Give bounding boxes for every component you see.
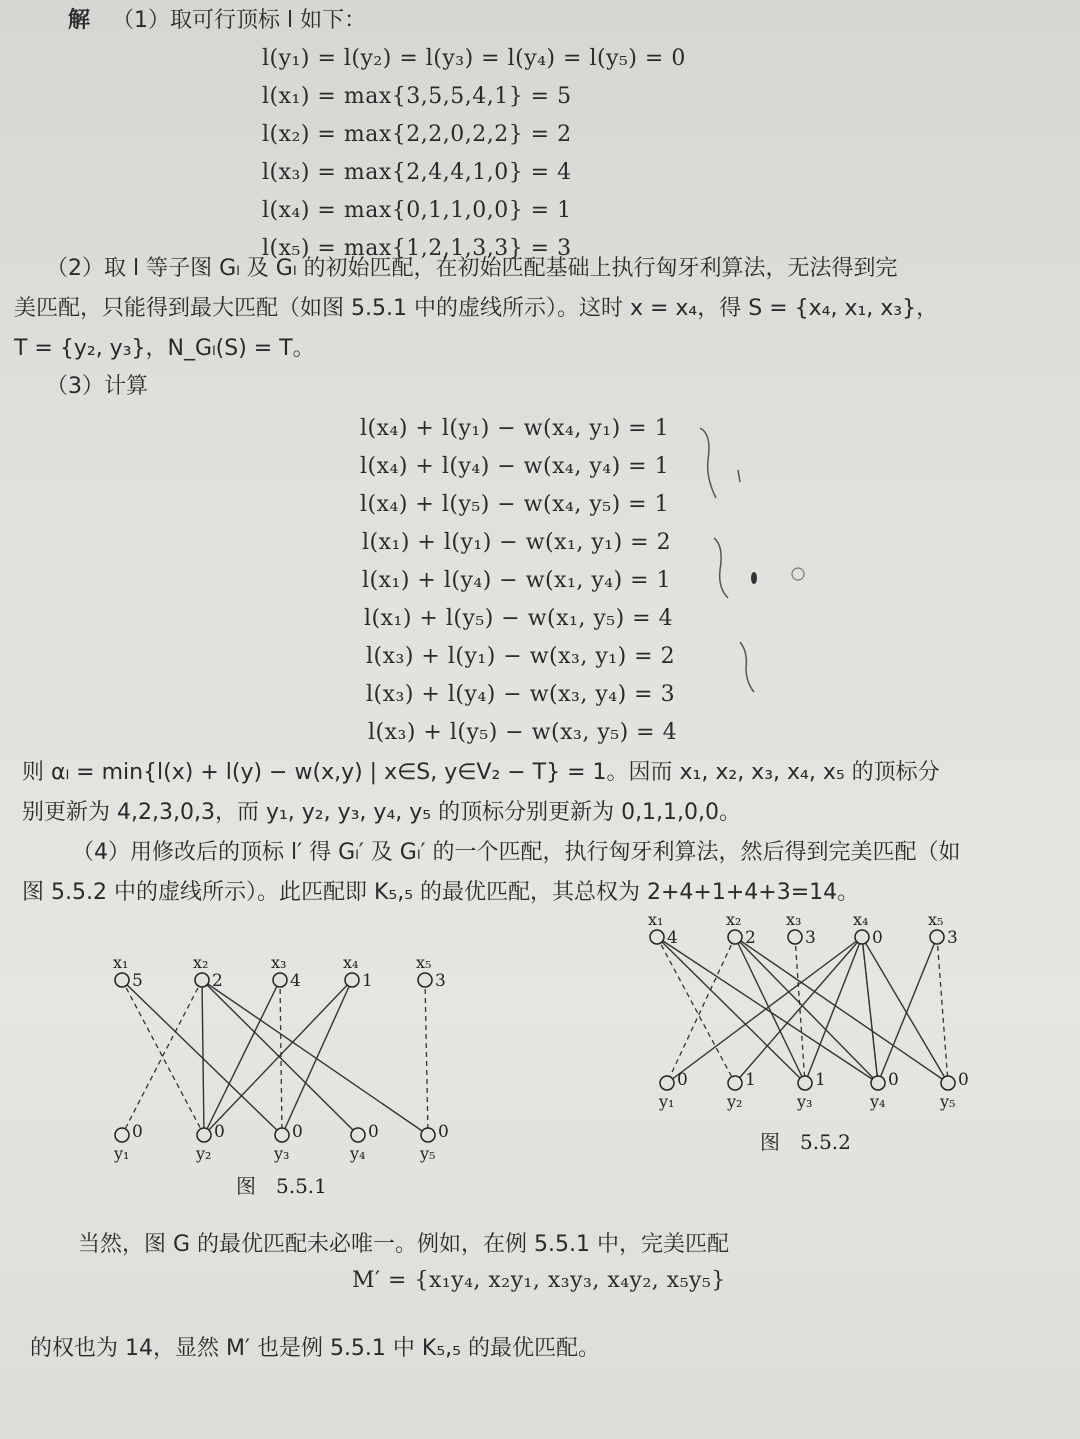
top-vertex	[195, 973, 209, 987]
top-vertex	[855, 930, 869, 944]
formula-label-x2: l(x₂) = max{2,2,0,2,2} = 2	[262, 122, 572, 147]
bottom-vertex-value: 0	[214, 1122, 225, 1142]
solution-label: 解	[68, 8, 91, 33]
bottom-vertex-label: y₃	[797, 1092, 813, 1111]
step2-line-2: 美匹配，只能得到最大匹配（如图 5.5.1 中的虚线所示）。这时 x = x₄，得 S = {x₄, x₁, x₃}，	[14, 296, 939, 321]
bottom-vertex-value: 0	[132, 1122, 143, 1142]
top-vertex	[345, 973, 359, 987]
slack-x1-y5: l(x₁) + l(y₅) − w(x₁, y₅) = 4	[364, 606, 674, 631]
pencil-annotations	[690, 420, 810, 710]
top-vertex-value: 2	[745, 928, 756, 948]
top-vertex-value: 0	[872, 928, 883, 948]
formula-label-x1: l(x₁) = max{3,5,5,4,1} = 5	[262, 84, 572, 109]
top-vertex-label: x₅	[928, 910, 944, 929]
bottom-vertex	[941, 1076, 955, 1090]
bottom-vertex-value: 0	[292, 1122, 303, 1142]
step3-heading: （3）计算	[46, 374, 148, 399]
top-vertex-value: 3	[947, 928, 958, 948]
top-vertex-label: x₁	[648, 910, 664, 929]
top-vertex-label: x₅	[416, 953, 432, 972]
alpha-line-2: 别更新为 4,2,3,0,3，而 y₁, y₂, y₃, y₄, y₅ 的顶标分别更新为 0,1,1,0,0。	[22, 800, 742, 825]
graph-edge-solid	[735, 937, 805, 1083]
graph-edge-solid	[282, 980, 352, 1135]
bottom-vertex-value: 1	[745, 1070, 756, 1090]
figure1-caption: 图 5.5.1	[236, 1174, 327, 1198]
ending-line-1: 当然，图 G 的最优匹配未必唯一。例如，在例 5.5.1 中，完美匹配	[78, 1232, 729, 1257]
graph-edge-dashed	[122, 980, 202, 1135]
graph-edge-dashed	[937, 937, 948, 1083]
ending-matching-formula: M′ = {x₁y₄, x₂y₁, x₃y₃, x₄y₂, x₅y₅}	[352, 1268, 726, 1293]
top-vertex-label: x₃	[271, 953, 287, 972]
top-vertex	[650, 930, 664, 944]
bottom-vertex-label: y₄	[870, 1092, 886, 1111]
slack-x3-y1: l(x₃) + l(y₁) − w(x₃, y₁) = 2	[366, 644, 676, 669]
top-vertex-value: 3	[435, 971, 446, 991]
step4-line-1: （4）用修改后的顶标 l′ 得 Gₗ′ 及 Gₗ′ 的一个匹配，执行匈牙利算法，然后得到完美匹配（如	[72, 840, 961, 865]
top-vertex	[930, 930, 944, 944]
bottom-vertex-value: 1	[815, 1070, 826, 1090]
top-vertex	[728, 930, 742, 944]
bottom-vertex	[351, 1128, 365, 1142]
bottom-vertex	[660, 1076, 674, 1090]
top-vertex-value: 4	[290, 971, 301, 991]
bottom-vertex-value: 0	[368, 1122, 379, 1142]
bottom-vertex	[728, 1076, 742, 1090]
graph-edge-solid	[878, 937, 937, 1083]
top-vertex-value: 1	[362, 971, 373, 991]
graph-edge-solid	[204, 980, 280, 1135]
top-vertex-label: x₂	[726, 910, 742, 929]
top-vertex-label: x₁	[113, 953, 129, 972]
graph-edge-dashed	[667, 937, 735, 1083]
slack-x3-y5: l(x₃) + l(y₅) − w(x₃, y₅) = 4	[368, 720, 678, 745]
bottom-vertex-label: y₅	[940, 1092, 956, 1111]
bottom-vertex	[421, 1128, 435, 1142]
bottom-vertex	[798, 1076, 812, 1090]
top-vertex-value: 2	[212, 971, 223, 991]
top-vertex	[115, 973, 129, 987]
top-vertex-value: 3	[805, 928, 816, 948]
graph-edge-solid	[202, 980, 428, 1135]
bottom-vertex	[197, 1128, 211, 1142]
top-vertex-label: x₄	[853, 910, 869, 929]
bottom-vertex-label: y₂	[727, 1092, 743, 1111]
alpha-line-1: 则 αₗ = min{l(x) + l(y) − w(x,y) | x∈S, y∈V₂ − T} = 1。因而 x₁, x₂, x₃, x₄, x₅ 的顶标分	[22, 760, 940, 785]
step2-line-1: （2）取 l 等子图 Gₗ 及 Gₗ 的初始匹配，在初始匹配基础上执行匈牙利算法，无法得到完	[46, 256, 898, 281]
graph-edge-solid	[735, 937, 878, 1083]
ending-line-3: 的权也为 14，显然 M′ 也是例 5.5.1 中 K₅,₅ 的最优匹配。	[30, 1336, 600, 1361]
step2-line-3: T = {y₂, y₃}，N_Gₗ(S) = T。	[14, 336, 315, 361]
bottom-vertex-label: y₅	[420, 1144, 436, 1163]
bottom-vertex-value: 0	[888, 1070, 899, 1090]
bottom-vertex-value: 0	[677, 1070, 688, 1090]
top-vertex-value: 4	[667, 928, 678, 948]
figure-5-5-2	[640, 905, 1000, 1165]
bottom-vertex-label: y₁	[114, 1144, 130, 1163]
top-vertex	[788, 930, 802, 944]
bottom-vertex-label: y₄	[350, 1144, 366, 1163]
step1-heading: （1）取可行顶标 l 如下：	[112, 8, 367, 33]
bottom-vertex	[115, 1128, 129, 1142]
graph-edge-solid	[202, 980, 204, 1135]
bottom-vertex-value: 0	[438, 1122, 449, 1142]
formula-label-y: l(y₁) = l(y₂) = l(y₃) = l(y₄) = l(y₅) = 0	[262, 46, 686, 71]
top-vertex-label: x₂	[193, 953, 209, 972]
slack-x1-y4: l(x₁) + l(y₄) − w(x₁, y₄) = 1	[362, 568, 672, 593]
formula-label-x3: l(x₃) = max{2,4,4,1,0} = 4	[262, 160, 572, 185]
graph-edge-dashed	[795, 937, 805, 1083]
formula-label-x5: l(x₅) = max{1,2,1,3,3} = 3	[262, 236, 572, 261]
graph-edge-dashed	[425, 980, 428, 1135]
top-vertex	[273, 973, 287, 987]
bottom-vertex-label: y₁	[659, 1092, 675, 1111]
slack-x1-y1: l(x₁) + l(y₁) − w(x₁, y₁) = 2	[362, 530, 672, 555]
bottom-vertex-label: y₂	[196, 1144, 212, 1163]
slack-x4-y5: l(x₄) + l(y₅) − w(x₄, y₅) = 1	[360, 492, 670, 517]
graph-edge-solid	[735, 937, 862, 1083]
formula-label-x4: l(x₄) = max{0,1,1,0,0} = 1	[262, 198, 572, 223]
graph-edge-solid	[657, 937, 805, 1083]
bottom-vertex	[275, 1128, 289, 1142]
bottom-vertex	[871, 1076, 885, 1090]
top-vertex-label: x₃	[786, 910, 802, 929]
top-vertex-value: 5	[132, 971, 143, 991]
slack-x3-y4: l(x₃) + l(y₄) − w(x₃, y₄) = 3	[366, 682, 676, 707]
slack-x4-y1: l(x₄) + l(y₁) − w(x₄, y₁) = 1	[360, 416, 670, 441]
top-vertex-label: x₄	[343, 953, 359, 972]
figure2-caption: 图 5.5.2	[760, 1130, 851, 1154]
bottom-vertex-value: 0	[958, 1070, 969, 1090]
figure-5-5-1	[100, 925, 480, 1200]
top-vertex	[418, 973, 432, 987]
bottom-vertex-label: y₃	[274, 1144, 290, 1163]
step4-line-2: 图 5.5.2 中的虚线所示）。此匹配即 K₅,₅ 的最优匹配，其总权为 2+4+1+4+3=14。	[22, 880, 860, 905]
slack-x4-y4: l(x₄) + l(y₄) − w(x₄, y₄) = 1	[360, 454, 670, 479]
